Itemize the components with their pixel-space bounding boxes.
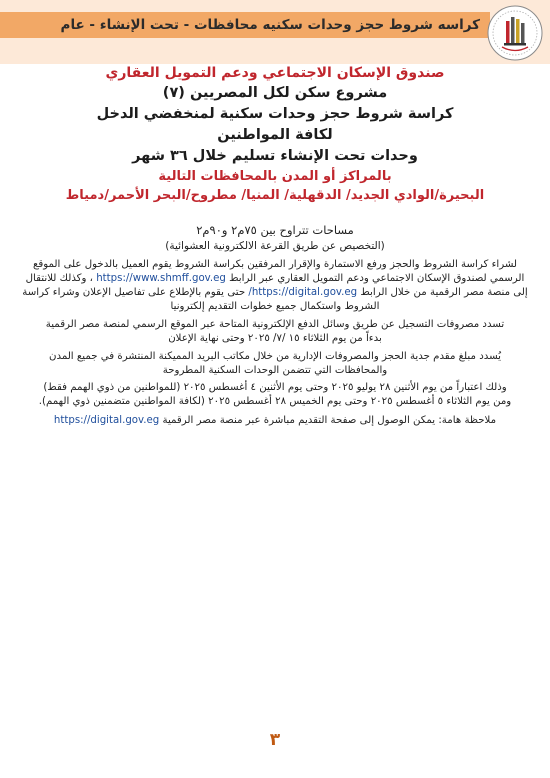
booklet-title: كراسة شروط حجز وحدات سكنية لمنخفضي الدخل (96, 106, 454, 122)
ministry-logo-icon (486, 4, 544, 62)
allocation-note: (التخصيص عن طريق القرعة الالكترونية العشوائية) (165, 240, 385, 252)
units-delivery: وحدات تحت الإنشاء تسليم خلال ٣٦ شهر (132, 148, 418, 164)
paragraph-deposit: يُسدد مبلغ مقدم جدية الحجز والمصروفات الإدارية من خلال مكاتب البريد المميكنة المنتشرة في جميع المدن والمحافظات التي تتضمن الوحدات السكنية المطروحة (48, 351, 502, 376)
paragraph-dates: وذلك اعتباراً من يوم الأثنين ٢٨ يوليو ٢٠٢٥ وحتى يوم الأثنين ٤ أغسطس ٢٠٢٥ (للمواطنين من ذوي الهمم فقط) ومن يوم الثلاثاء ٥ أغسطس ٢٠٢٥ وحتى يوم الخميس ٢٨ أغسطس ٢٠٢٥ (لكافة المواطنين متضمنين ذوي الهمم). (38, 382, 512, 407)
centers-line: بالمراكز أو المدن بالمحافظات التالية (158, 169, 392, 184)
paragraph-purchase: لشراء كراسة الشروط والحجز ورفع الاستمارة والإقرار المرفقين بكراسة الشروط يقوم العميل بالدخول على الموقع الرسمي لصندوق الإسكان الاجتماعي ودعم التمويل العقاري عبر الرابط https://www.shmff.gov.eg ، وكذلك للانتقال إلى منصة مصر الرقمية من خلال الرابط https://digital.gov.eg/ حتى يقوم بالإطلاع على تفاصيل الإعلان وشراء كراسة الشروط واستكمال جميع خطوات التقديم إلكترونيا (22, 259, 528, 312)
paragraph-registration-fees: تسدد مصروفات التسجيل عن طريق وسائل الدفع الإلكترونية المتاحة عبر الموقع الرسمي لمنصة مصر الرقمية بدءاً من يوم الثلاثاء ١٥ /٧/ ٢٠٢٥ وحتى نهاية الإعلان (45, 319, 505, 344)
page-number: ٣ (269, 730, 281, 750)
area-range: مساحات تتراوح بين ٧٥م٢ و٩٠م٢ (196, 223, 354, 237)
title-block (25, 64, 525, 205)
shmff-link[interactable]: https://www.shmff.gov.eg (96, 273, 226, 284)
fund-name: صندوق الإسكان الاجتماعي ودعم التمويل العقاري (105, 65, 445, 81)
target-citizens: لكافة المواطنين (217, 127, 333, 143)
digital-link[interactable]: https://digital.gov.eg/ (248, 287, 358, 298)
important-note: ملاحظة هامة: يمكن الوصول إلى صفحة التقديم مباشرة عبر منصة مصر الرقمية https://digital.gov.eg (53, 415, 497, 426)
project-name: مشروع سكن لكل المصريين (٧) (162, 85, 388, 101)
area-block (40, 222, 510, 254)
header-title: كراسه شروط حجز وحدات سكنيه محافظات - تحت الإنشاء - عام (60, 17, 480, 33)
governorates-line: البحيرة/الوادي الجديد/ الدقهلية/ المنيا/ مطروح/البحر الأحمر/دمياط (65, 188, 485, 203)
digital-gov-link[interactable]: https://digital.gov.eg (53, 415, 160, 426)
